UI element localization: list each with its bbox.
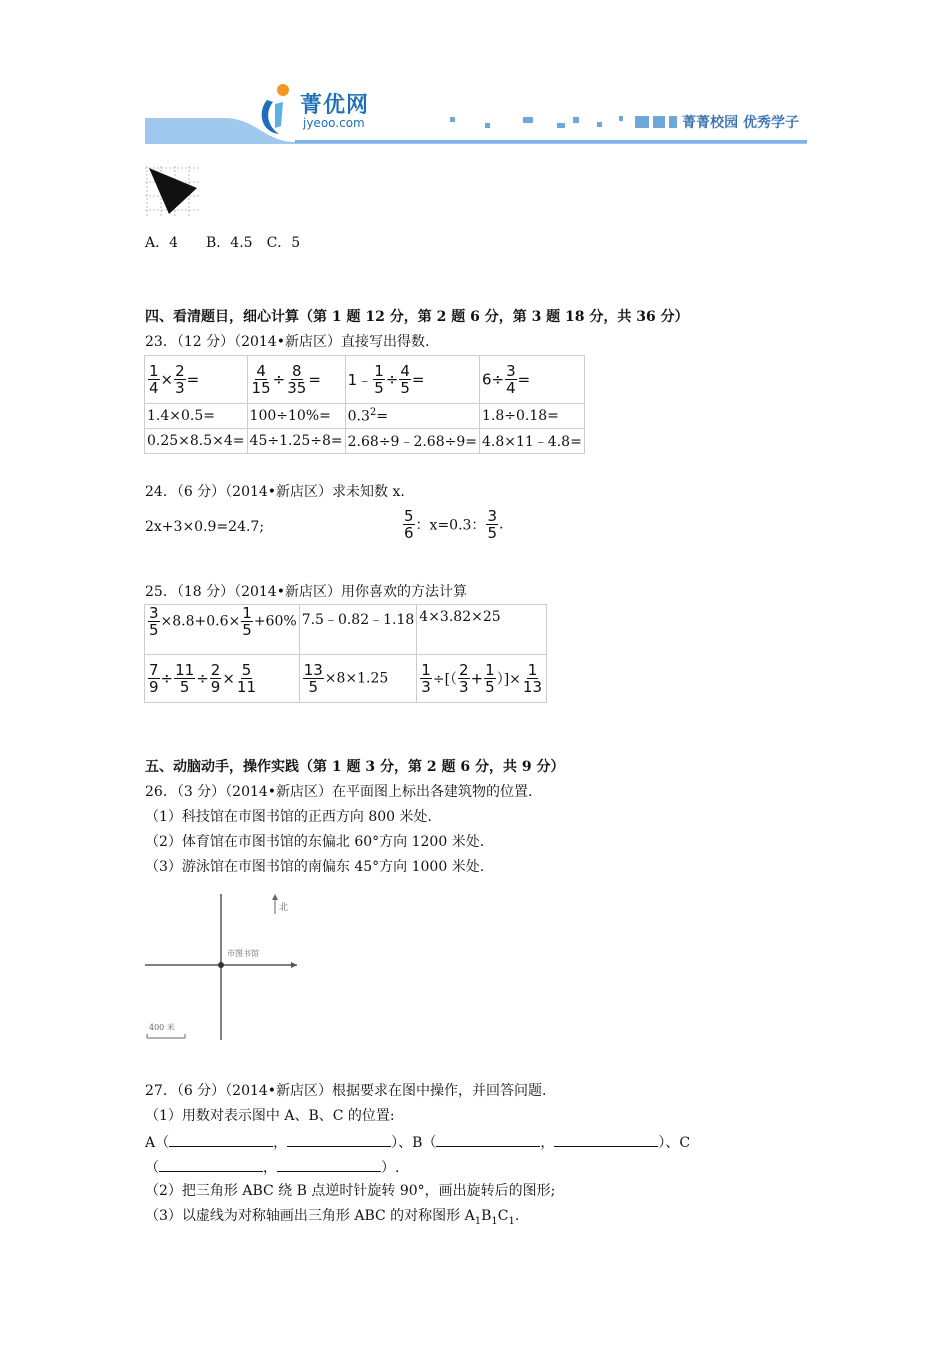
- q27-item-1: （1）用数对表示图中 A、B、C 的位置:: [145, 1108, 395, 1124]
- section4-title: 四、看清题目，细心计算（第 1 题 12 分，第 2 题 6 分，第 3 题 18 分，共 36 分）: [145, 309, 689, 325]
- q23-cell-11: 2.68÷9﹣2.68÷9=: [345, 429, 479, 454]
- q26-title: 26．（3 分）（2014•新店区）在平面图上标出各建筑物的位置.: [145, 784, 533, 800]
- q23-cell-6: 100÷10%=: [247, 404, 345, 429]
- q23-cell-2: $\frac{4}{15}$ ÷ $\frac{8}{35}$ =: [247, 356, 345, 404]
- q25-title: 25．（18 分）（2014•新店区）用你喜欢的方法计算: [145, 584, 467, 600]
- q25-cell-1: $\frac{3}{5}$ ×8.8+0.6× $\frac{1}{5}$ +60%: [145, 605, 300, 655]
- jyeoo-logo-icon: [253, 82, 299, 138]
- section5-title: 五、动脑动手，操作实践（第 1 题 3 分，第 2 题 6 分，共 9 分）: [145, 759, 565, 775]
- blank-b-y[interactable]: [554, 1132, 658, 1147]
- q25-cell-6: $\frac{1}{3}$ ÷[（ $\frac{2}{3}$ + $\frac{1}{5}$ ）]× $\frac{1}{13}$: [417, 655, 547, 703]
- blank-a-x[interactable]: [169, 1132, 273, 1147]
- q23-cell-12: 4.8×11﹣4.8=: [480, 429, 585, 454]
- q23-cell-5: 1.4×0.5=: [145, 404, 248, 429]
- blank-a-y[interactable]: [287, 1132, 391, 1147]
- logo-text: 菁优网: [300, 93, 370, 118]
- q26-item-3: （3）游泳馆在市图书馆的南偏东 45°方向 1000 米处.: [145, 859, 485, 875]
- q25-cell-5: $\frac{13}{5}$ ×8×1.25: [299, 655, 417, 703]
- q27-coord-line-1: A（ ， ）、B（ ， ）、C: [145, 1132, 690, 1152]
- map-scale-label: 400 米: [149, 1023, 175, 1032]
- q24-title: 24．（6 分）（2014•新店区）求未知数 x.: [145, 484, 405, 500]
- q23-cell-4: 6÷ $\frac{3}{4}$ =: [480, 356, 585, 404]
- map-north-label: 北: [279, 903, 289, 913]
- q26-item-1: （1）科技馆在市图书馆的正西方向 800 米处.: [145, 809, 432, 825]
- q23-table: [144, 355, 585, 454]
- page-header: [145, 82, 807, 148]
- blank-c-x[interactable]: [159, 1157, 263, 1172]
- q25-cell-4: $\frac{7}{9}$ ÷ $\frac{11}{5}$ ÷ $\frac{2}{9}$ × $\frac{5}{11}$: [145, 655, 300, 703]
- q27-item-3: （3）以虚线为对称轴画出三角形 ABC 的对称图形 $A_1B_1C_1$.: [145, 1208, 520, 1227]
- q26-item-2: （2）体育馆在市图书馆的东偏北 60°方向 1200 米处.: [145, 834, 485, 850]
- q24-equation-2: $\frac{5}{6}$ ：x=0.3： $\frac{3}{5}$ .: [404, 507, 504, 542]
- triangle-grid-figure: [145, 166, 201, 218]
- q27-item-2: （2）把三角形 ABC 绕 B 点逆时针旋转 90°，画出旋转后的图形;: [145, 1183, 556, 1199]
- q23-cell-3: 1﹣ $\frac{1}{5}$ ÷ $\frac{4}{5}$ =: [345, 356, 479, 404]
- blank-b-x[interactable]: [436, 1132, 540, 1147]
- q23-cell-9: 0.25×8.5×4=: [145, 429, 248, 454]
- blank-c-y[interactable]: [277, 1157, 381, 1172]
- q26-map-figure: [145, 888, 305, 1048]
- q25-cell-2: 7.5﹣0.82﹣1.18: [299, 605, 417, 655]
- q23-cell-8: 1.8÷0.18=: [480, 404, 585, 429]
- q27-coord-line-2: （ ， ）.: [145, 1157, 399, 1177]
- prev-question-options: A．4 B．4.5 C．5: [145, 235, 301, 251]
- q23-title: 23．（12 分）（2014•新店区）直接写出得数.: [145, 334, 430, 350]
- q27-title: 27．（6 分）（2014•新店区）根据要求在图中操作，并回答问题.: [145, 1083, 547, 1099]
- map-center-label: 市图书馆: [227, 949, 259, 958]
- logo-domain: jyeoo.com: [303, 116, 365, 130]
- q25-table: [144, 604, 547, 703]
- header-slogan: 菁菁校园 优秀学子: [682, 115, 799, 131]
- q24-equation-1: 2x+3×0.9=24.7;: [145, 519, 265, 535]
- q23-cell-1: $\frac{1}{4}$ × $\frac{2}{3}$ =: [145, 356, 248, 404]
- q25-cell-3: 4×3.82×25: [417, 605, 547, 655]
- q23-cell-10: 45÷1.25÷8=: [247, 429, 345, 454]
- q23-cell-7: $0.3^2=$: [345, 404, 479, 429]
